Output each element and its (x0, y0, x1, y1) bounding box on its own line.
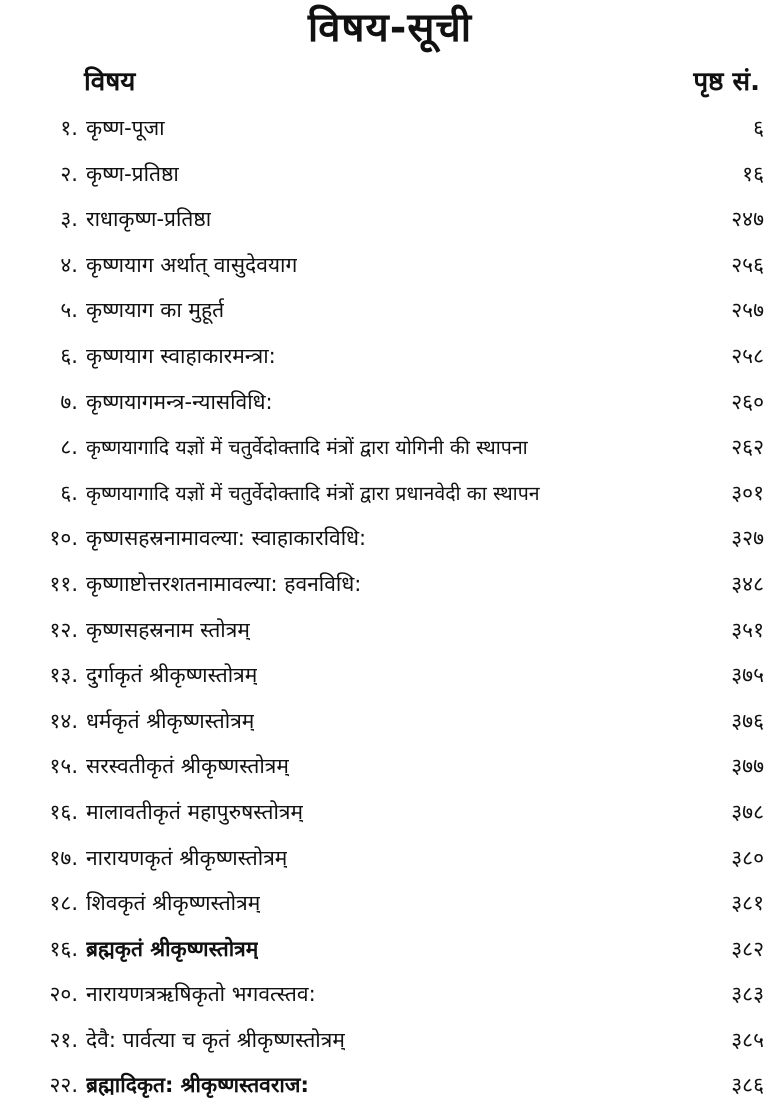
entry-title: कृष्णाष्टोत्तरशतनामावल्या: हवनविधि: (86, 571, 362, 596)
entry-page: ३८३ (731, 982, 764, 1007)
entry-page: २५७ (731, 298, 764, 323)
entry-number: १२. (49, 617, 78, 642)
entry-title: कृष्णयाग अर्थात् वासुदेवयाग (86, 252, 298, 277)
entry-number: २. (60, 161, 78, 186)
entry-number: ६. (60, 343, 78, 368)
toc-entry (0, 425, 780, 471)
entry-title: देवै: पार्वत्या च कृतं श्रीकृष्णस्तोत्रम् (86, 1027, 345, 1052)
entry-title: दुर्गाकृतं श्रीकृष्णस्तोत्रम् (86, 663, 258, 688)
entry-page: ३७६ (731, 708, 764, 733)
entry-number: १३. (49, 663, 78, 688)
entry-page: २६० (731, 389, 764, 414)
toc-entry (0, 653, 780, 699)
entry-number: १६. (49, 936, 78, 961)
entry-page: ३७८ (731, 799, 764, 824)
toc-entry (0, 106, 780, 152)
toc-entry (0, 1018, 780, 1064)
entry-number: २०. (49, 982, 78, 1007)
entry-number: ६. (60, 480, 78, 505)
toc-entry (0, 562, 780, 608)
entry-page: ३०१ (731, 480, 764, 505)
entry-title: कृष्णसहस्रनामावल्या: स्वाहाकारविधि: (86, 526, 367, 551)
subject-column-label: विषय (84, 67, 136, 97)
toc-entry (0, 516, 780, 562)
entry-number: १७. (49, 845, 78, 870)
toc-entry (0, 243, 780, 289)
entry-number: ३. (60, 207, 78, 232)
entry-title: कृष्ण-प्रतिष्ठा (86, 161, 179, 186)
entry-number: १. (60, 116, 78, 140)
entry-title: नारायणकृतं श्रीकृष्णस्तोत्रम् (86, 845, 288, 870)
toc-entry (0, 699, 780, 745)
entry-page: २५६ (731, 252, 764, 277)
entry-page: ३७७ (731, 754, 764, 779)
entry-page: २५८ (731, 343, 764, 368)
toc-entry (0, 927, 780, 973)
page-title: विषय-सूची (307, 5, 473, 51)
entry-number: १८. (49, 891, 78, 916)
entry-title: राधाकृष्ण-प्रतिष्ठा (86, 207, 212, 232)
entry-number: १०. (49, 526, 78, 551)
entry-page: ३८२ (731, 936, 764, 961)
entry-page: ३८० (731, 845, 764, 870)
entry-number: २२. (49, 1073, 78, 1098)
toc-entry (0, 197, 780, 243)
entry-title: ब्रह्मकृतं श्रीकृष्णस्तोत्रम् (86, 936, 259, 961)
toc-entry (0, 380, 780, 426)
toc-entry (0, 881, 780, 927)
entry-number: १५. (49, 754, 78, 779)
entry-number: ४. (60, 252, 78, 277)
entry-page: ३७५ (731, 663, 764, 688)
entry-number: ११. (49, 571, 78, 596)
page-number-column-label: पृष्ठ सं. (693, 67, 760, 97)
entry-number: ८. (60, 435, 78, 460)
entry-title: कृष्णयागमन्त्र-न्यासविधि: (86, 389, 273, 414)
entry-page: ३५१ (731, 617, 764, 642)
entry-page: ३४८ (731, 571, 764, 596)
toc-entry (0, 608, 780, 654)
toc-entry (0, 744, 780, 790)
entry-title: नारायणत्रऋषिकृतो भगवत्स्तव: (86, 982, 316, 1007)
entry-title: धर्मकृतं श्रीकृष्णस्तोत्रम् (86, 708, 255, 733)
entry-title: शिवकृतं श्रीकृष्णस्तोत्रम् (86, 891, 261, 916)
entry-page: २६२ (731, 435, 764, 460)
entry-page: ३८६ (731, 1073, 764, 1098)
entry-page: ३८१ (731, 891, 764, 916)
entry-title: कृष्णयागादि यज्ञों में चतुर्वेदोक्तादि मंत्रों द्वारा प्रधानवेदी का स्थापन (86, 481, 540, 505)
toc-entry (0, 471, 780, 517)
entry-page: ६ (753, 116, 764, 140)
entry-page: ३८५ (731, 1027, 764, 1052)
entry-title: मालावतीकृतं महापुरुषस्तोत्रम् (86, 799, 304, 824)
entry-page: १६ (742, 161, 764, 186)
toc-entry (0, 334, 780, 380)
toc-entry (0, 288, 780, 334)
toc-entry (0, 790, 780, 836)
entry-title: कृष्णयाग का मुहूर्त (86, 298, 225, 323)
entry-title: कृष्णयागादि यज्ञों में चतुर्वेदोक्तादि मंत्रों द्वारा योगिनी की स्थापना (86, 436, 528, 460)
toc-list (0, 106, 780, 1109)
entry-title: सरस्वतीकृतं श्रीकृष्णस्तोत्रम् (86, 754, 289, 779)
entry-number: ५. (60, 298, 78, 323)
entry-title: कृष्ण-पूजा (86, 116, 165, 140)
entry-title: ब्रह्मादिकृत: श्रीकृष्णस्तवराज: (86, 1073, 309, 1098)
entry-page: ३२७ (731, 526, 764, 551)
toc-header (0, 62, 780, 102)
entry-title: कृष्णसहस्रनाम स्तोत्रम् (86, 617, 250, 642)
entry-page: २४७ (731, 207, 764, 232)
toc-entry (0, 152, 780, 198)
entry-number: २१. (49, 1027, 78, 1052)
entry-number: १६. (49, 799, 78, 824)
entry-number: १४. (49, 708, 78, 733)
entry-number: ७. (60, 389, 78, 414)
toc-entry (0, 836, 780, 882)
entry-title: कृष्णयाग स्वाहाकारमन्त्रा: (86, 343, 276, 368)
toc-entry (0, 972, 780, 1018)
toc-entry (0, 1063, 780, 1109)
